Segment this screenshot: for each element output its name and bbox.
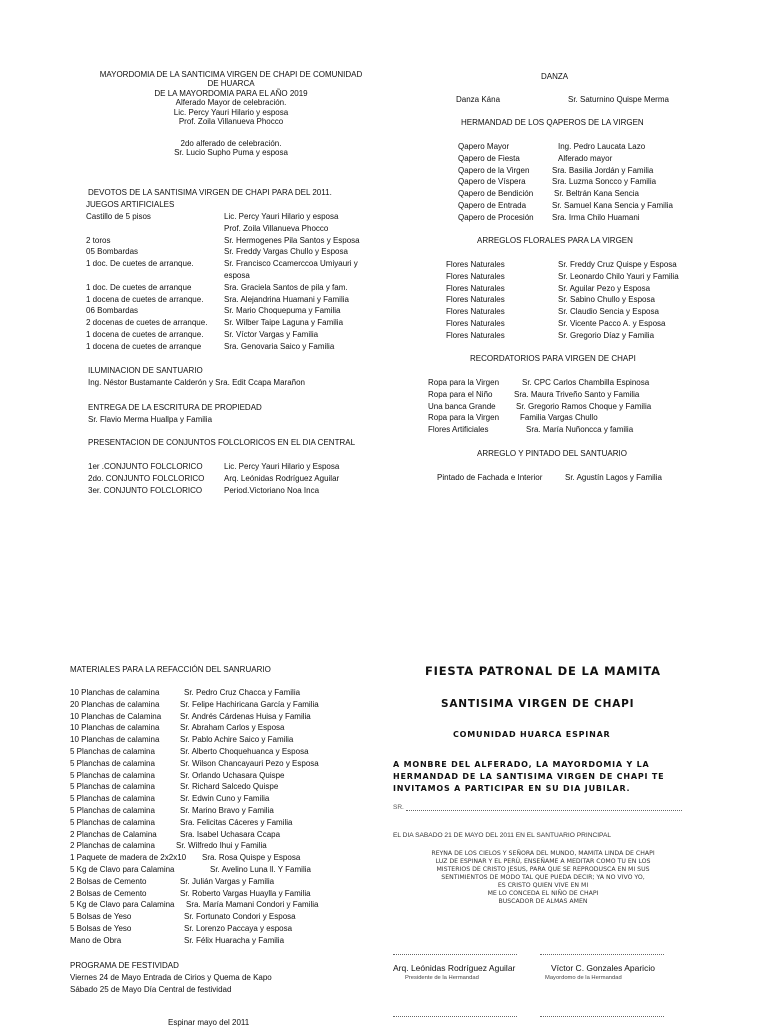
recordatorios-title: RECORDATORIOS PARA VIRGEN DE CHAPI (470, 354, 636, 363)
qaperos-list (458, 142, 728, 225)
pintado-row (437, 473, 727, 485)
list-item: Flores Naturales Sr. Leonardo Chilo Yauri y Familia (446, 271, 679, 281)
prayer-text (393, 850, 693, 906)
signer-1-role: Presidente de la Hermandad (405, 975, 479, 981)
list-item: Flores Naturales Sr. Sabino Chullo y Esposa (446, 295, 655, 305)
list-item: 1 docena de cuetes de arranque. Sra. Alejandrina Huamani y Familia (86, 294, 349, 304)
juegos-list (86, 212, 386, 354)
list-item: 05 Bombardas Sr. Freddy Vargas Chullo y Esposa (86, 247, 348, 257)
list-item: 2 Planchas de Calamina Sra. Isabel Uchasara Ccapa (70, 829, 281, 839)
materiales-title: MATERIALES PARA LA REFACCIÓN DEL SANRUARIO (70, 665, 271, 674)
list-item: esposa (224, 270, 250, 280)
list-item: 1 doc. De cuetes de arranque Sra. Graciela Santos de pila y fam. (86, 282, 348, 292)
arreglos-list (446, 260, 726, 343)
list-item: 2 docenas de cuetes de arranque. Sr. Wilber Taipe Laguna y Familia (86, 318, 344, 328)
header-line: Prof. Zoila Villanueva Phocco (178, 117, 284, 127)
list-item: 5 Planchas de calamina Sr. Wilson Chancayauri Pezo y Esposa (70, 758, 319, 768)
list-item: 5 Planchas de calamina Sra. Felicitas Cáceres y Familia (70, 817, 293, 827)
list-item: Qapero de la Virgen Sra. Basilia Jordán y Familia (458, 165, 654, 175)
entrega-text: Sr. Flavio Merma Huallpa y Familia (88, 415, 213, 424)
signer-1-name: Arq. Leónidas Rodríguez Aguilar (393, 963, 516, 973)
list-item: 1 docena de cuetes de arranque Sra. Genovaria Saico y Familia (86, 341, 335, 351)
list-item: Flores Naturales Sr. Claudio Sencia y Esposa (446, 307, 659, 317)
list-item: 2 Planchas de calamina Sr. Wilfredo Ihui y Familia (70, 841, 267, 851)
list-item: 5 Planchas de calamina Sr. Richard Salcedo Quispe (70, 782, 279, 792)
list-item: Ropa para la Virgen Familia Vargas Chullo (428, 413, 598, 423)
virgen-title: SANTISIMA VIRGEN DE CHAPI (441, 698, 635, 710)
arreglos-title: ARREGLOS FLORALES PARA LA VIRGEN (477, 236, 633, 245)
header-line: DE HUARCA (207, 79, 255, 89)
list-item: Ropa para la Virgen Sr. CPC Carlos Chambilla Espinosa (428, 378, 650, 387)
signature-line-2 (540, 954, 664, 955)
list-item: Una banca Grande Sr. Gregorio Ramos Choque y Familia (428, 401, 652, 411)
sr-label: SR. (393, 804, 404, 811)
list-item: Qapero de Bendición Sr. Beltrán Kana Sencia (458, 189, 639, 199)
mayordomia-section (86, 70, 386, 158)
list-item: 5 Kg de Clavo para Calamina Sra. María Mamani Condori y Familia (70, 900, 319, 910)
header-line: MAYORDOMIA DE LA SANTICIMA VIRGEN DE CHAPI DE COMUNIDAD (99, 70, 363, 79)
list-item: Flores Naturales Sr. Gregorio Díaz y Familia (446, 330, 655, 340)
danza-title: DANZA (541, 72, 569, 81)
list-item: 3er. CONJUNTO FOLCLORICO Period.Victoriano Noa Inca (88, 485, 320, 495)
programa-line: Viernes 24 de Mayo Entrada de Cirios y Quema de Kapo (70, 973, 272, 982)
list-item: Mano de Obra Sr. Félix Huaracha y Familia (70, 935, 285, 945)
mayordomia-header (86, 70, 376, 158)
list-item: 06 Bombardas Sr. Mario Choquepuma y Familia (86, 306, 341, 316)
list-item: 2 toros Sr. Hermogenes Pila Santos y Esposa (86, 235, 360, 245)
signer-2-role: Mayordomo de la Hermandad (545, 975, 622, 981)
header-line: Alferado Mayor de celebración. (175, 98, 287, 108)
prayer-line: LUZ DE ESPINAR Y EL PERÚ, ENSEÑAME A MEDITAR COMO TU EN LOS (435, 858, 651, 866)
list-item: Prof. Zoila Villanueva Phocco (224, 223, 329, 233)
list-item: 5 Planchas de calamina Sr. Alberto Choquehuanca y Esposa (70, 746, 309, 756)
invitation-text: A MONBRE DEL ALFERADO, LA MAYORDOMIA Y LA HERMANDAD DE LA SANTISIMA VIRGEN DE CHAPI TE INVITAMOS A PARTICIPAR EN SU DIA JUBILAR. (393, 760, 665, 793)
date-line: EL DIA SABADO 21 DE MAYO DEL 2011 EN EL SANTUARIO PRINCIPAL (393, 832, 612, 839)
materiales-list (70, 688, 370, 948)
list-item: 5 Planchas de calamina Sr. Orlando Uchasara Quispe (70, 770, 285, 780)
list-item: Flores Artificiales Sra. María Nuñoncca y familia (428, 425, 634, 435)
list-item: 10 Planchas de calamina Sr. Abraham Carlos y Esposa (70, 723, 285, 733)
list-item: 10 Planchas de calamina Sr. Pedro Cruz Chacca y Familia (70, 688, 301, 697)
fiesta-title: FIESTA PATRONAL DE LA MAMITA (425, 664, 661, 678)
conjuntos-title: PRESENTACION DE CONJUNTOS FOLCLORICOS EN EL DIA CENTRAL (88, 438, 356, 447)
signer-2-name: Víctor C. Gonzales Aparicio (551, 963, 655, 973)
list-item: 1 docena de cuetes de arranque. Sr. Víctor Vargas y Familia (86, 329, 319, 339)
list-item: 10 Planchas de Calamina Sr. Andrés Cárdenas Huisa y Familia (70, 711, 311, 721)
qaperos-title: HERMANDAD DE LOS QAPEROS DE LA VIRGEN (461, 118, 644, 127)
footer-place-date: Espinar mayo del 2011 (168, 1018, 250, 1027)
list-item: 20 Planchas de calamina Sr. Felipe Hachiricana García y Familia (70, 699, 319, 709)
prayer-line: SENTIMIENTOS DE MODO TAL QUE PUEDA DECIR; YA NO VIVO YO, (441, 874, 645, 882)
sr-name-line (406, 810, 682, 811)
list-item: 1 doc. De cuetes de arranque. Sr. Francisco Ccamerccoa Umiyauri y (86, 259, 358, 269)
devotos-title: DEVOTOS DE LA SANTISIMA VIRGEN DE CHAPI PARA DEL 2011. (88, 188, 332, 197)
list-item: Qapero de Fiesta Alferado mayor (458, 153, 613, 163)
list-item: Flores Naturales Sr. Aguilar Pezo y Esposa (446, 283, 651, 293)
signature-line-1 (393, 954, 517, 955)
list-item: Ropa para el Niño Sra. Maura Triveño Santo y Familia (428, 389, 640, 399)
iluminacion-text: Ing. Néstor Bustamante Calderón y Sra. Edit Ccapa Marañon (88, 378, 305, 387)
list-item: 2do. CONJUNTO FOLCLORICO Arq. Leónidas Rodríguez Aguilar (88, 473, 340, 483)
juegos-title: JUEGOS ARTIFICIALES (86, 200, 175, 209)
list-item: Qapero Mayor Ing. Pedro Laucata Lazo (458, 142, 646, 151)
header-line: DE LA MAYORDOMIA PARA EL AÑO 2019 (154, 88, 308, 98)
list-item: Pintado de Fachada e Interior Sr. Agustín Lagos y Familia (437, 473, 662, 482)
recordatorios-list (428, 378, 728, 437)
list-item: Qapero de Víspera Sra. Luzma Soncco y Familia (458, 177, 657, 187)
conjuntos-list (88, 462, 388, 497)
list-item: 1 Paquete de madera de 2x2x10 Sra. Rosa Quispe y Esposa (70, 853, 301, 863)
programa-title: PROGRAMA DE FESTIVIDAD (70, 961, 179, 970)
list-item: 5 Planchas de calamina Sr. Marino Bravo y Familia (70, 805, 274, 815)
list-item: 10 Planchas de calamina Sr. Pablo Achire Saico y Familia (70, 735, 294, 745)
list-item: 2 Bolsas de Cemento Sr. Roberto Vargas Huaylla y Familia (70, 888, 311, 898)
prayer-line: ES CRISTO QUIEN VIVE EN MI (497, 882, 589, 890)
list-item: 5 Kg de Clavo para Calamina Sr. Avelino Luna ll. Y Familia (70, 864, 311, 874)
list-item: Flores Naturales Sr. Vicente Pacco A. y Esposa (446, 318, 666, 328)
second-alferado-name: Sr. Lucio Supho Puma y esposa (174, 148, 288, 158)
list-item: 2 Bolsas de Cemento Sr. Julián Vargas y Familia (70, 876, 275, 886)
list-item: Danza Kána Sr. Saturnino Quispe Merma (456, 95, 669, 104)
list-item: 1er .CONJUNTO FOLCLORICO Lic. Percy Yauri Hilario y Esposa (88, 462, 340, 471)
signature-line-3 (393, 1016, 517, 1017)
entrega-title: ENTREGA DE LA ESCRITURA DE PROPIEDAD (88, 403, 262, 412)
prayer-line: BUSCADOR DE ALMAS AMEN (498, 898, 588, 906)
prayer-line: ME LO CONCEDA EL NIÑO DE CHAPI (487, 890, 599, 898)
second-alferado-title: 2do alferado de celebración. (180, 138, 282, 148)
list-item: 5 Bolsas de Yeso Sr. Lorenzo Paccaya y esposa (70, 923, 293, 933)
comunidad-title: COMUNIDAD HUARCA ESPINAR (453, 730, 611, 739)
programa-line: Sábado 25 de Mayo Día Central de festividad (70, 985, 232, 994)
pintado-title: ARREGLO Y PINTADO DEL SANTUARIO (477, 449, 627, 458)
danza-row (456, 95, 726, 107)
iluminacion-title: ILUMINACION DE SANTUARIO (88, 366, 203, 375)
list-item: Qapero de Procesión Sra. Irma Chilo Huamani (458, 212, 640, 222)
signature-line-4 (540, 1016, 664, 1017)
list-item: Castillo de 5 pisos Lic. Percy Yauri Hilario y esposa (86, 212, 339, 221)
list-item: 5 Bolsas de Yeso Sr. Fortunato Condori y Esposa (70, 912, 296, 922)
header-line: Lic. Percy Yauri Hilario y esposa (173, 107, 289, 117)
list-item: Flores Naturales Sr. Freddy Cruz Quispe y Esposa (446, 260, 677, 269)
list-item: 5 Planchas de calamina Sr. Edwin Cuno y Familia (70, 794, 270, 804)
list-item: Qapero de Entrada Sr. Samuel Kana Sencia y Familia (458, 200, 673, 210)
prayer-line: REYNA DE LOS CIELOS Y SEÑORA DEL MUNDO, MAMITA LINDA DE CHAPI (431, 850, 655, 857)
prayer-line: MISTERIOS DE CRISTO JESUS, PARA QUE SE REPRODUSCA EN MI SUS (436, 866, 650, 874)
